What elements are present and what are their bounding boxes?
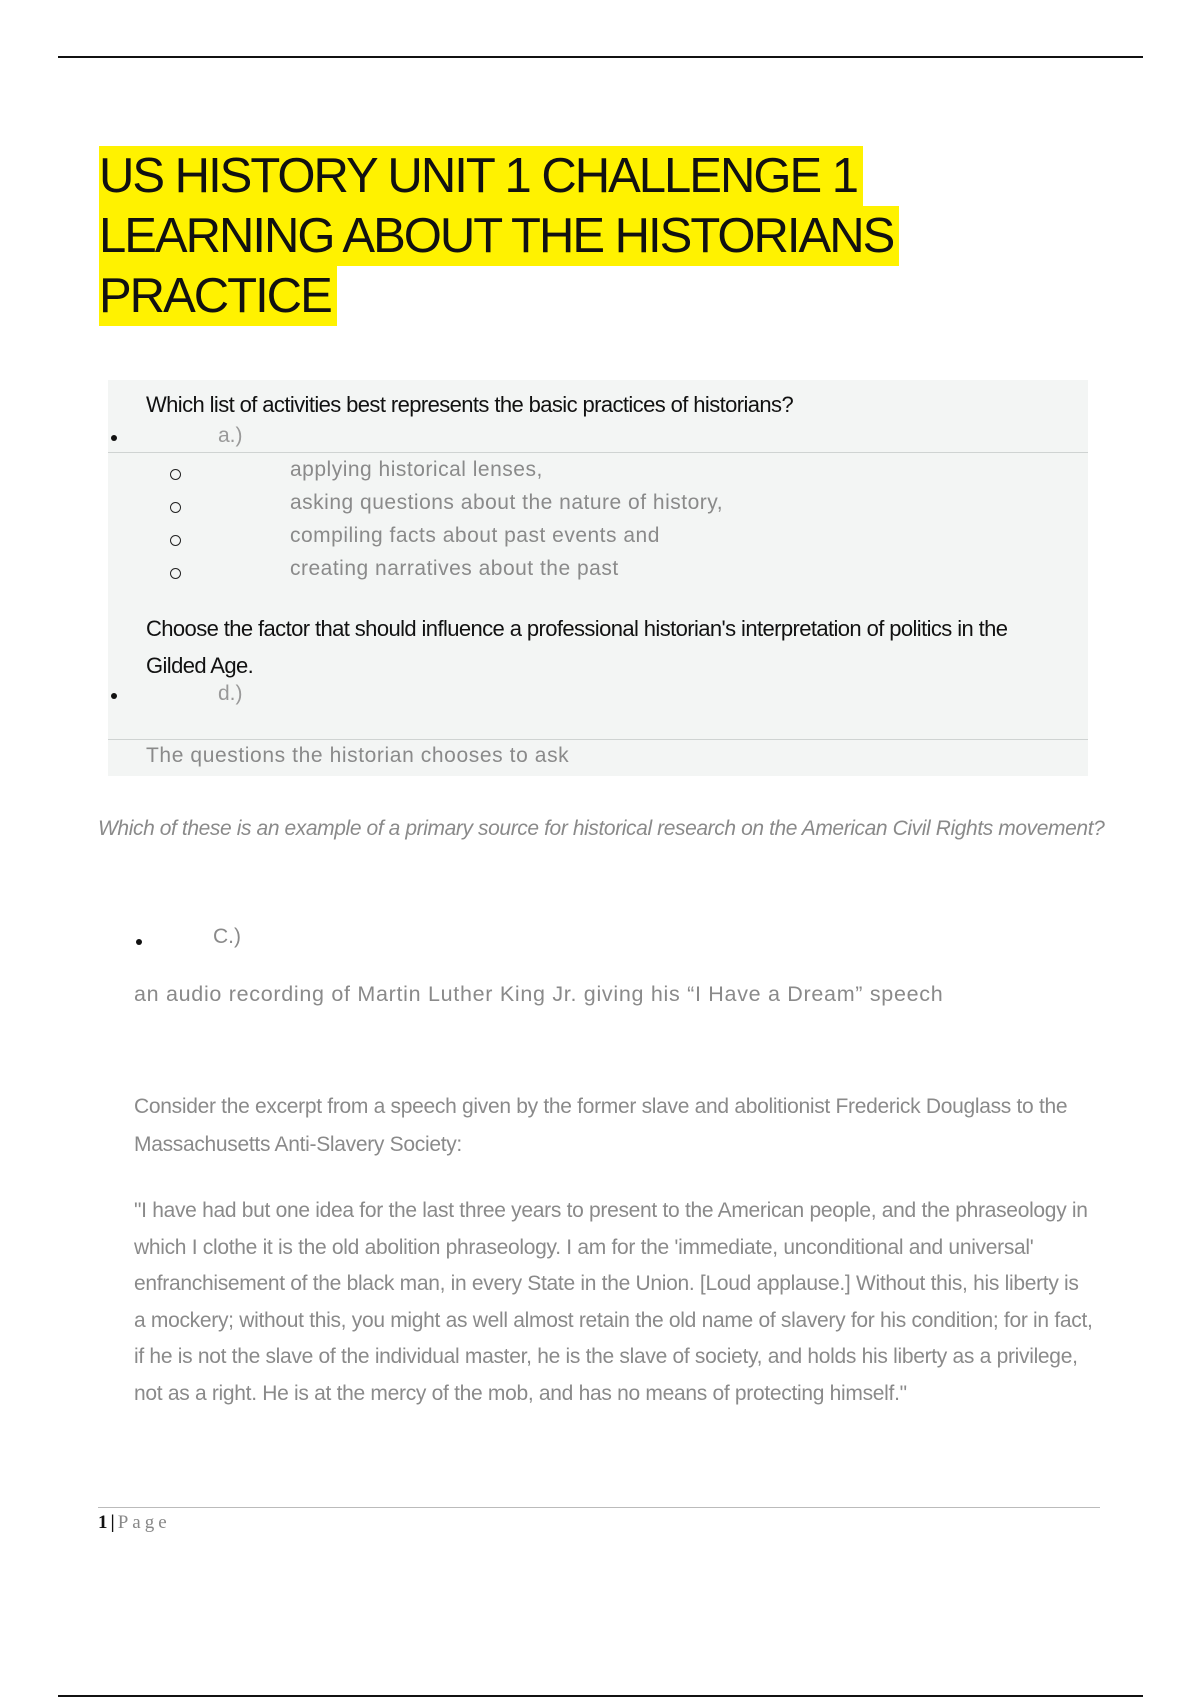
question-3-answer: an audio recording of Martin Luther King Jr. giving his “I Have a Dream” speech xyxy=(134,982,944,1006)
circle-bullet-icon xyxy=(170,502,181,513)
bullet-icon xyxy=(111,435,117,441)
page-title xyxy=(99,146,999,326)
page-label: Page xyxy=(117,1512,171,1533)
question-3-answer-letter: C.) xyxy=(213,925,241,948)
panel-divider xyxy=(108,739,1088,740)
option-4: creating narratives about the past xyxy=(290,557,619,580)
option-3: compiling facts about past events and xyxy=(290,524,660,547)
circle-bullet-icon xyxy=(170,535,181,546)
option-2: asking questions about the nature of history, xyxy=(290,491,724,514)
question-3-text: Which of these is an example of a primary source for historical research on the American Civil Rights movement? xyxy=(98,817,1105,840)
bullet-icon xyxy=(111,693,117,699)
title-line-1: US HISTORY UNIT 1 CHALLENGE 1 xyxy=(99,146,863,206)
bullet-icon xyxy=(136,939,142,945)
circle-bullet-icon xyxy=(170,469,181,480)
question-1-answer-letter: a.) xyxy=(218,424,243,447)
question-1-text: Which list of activities best represents the basic practices of historians? xyxy=(146,392,794,417)
footer-rule xyxy=(98,1507,1100,1508)
questions-panel xyxy=(108,380,1088,776)
footer-separator: | xyxy=(110,1512,115,1533)
question-2-text: Choose the factor that should influence a professional historian's interpretation of politics in the Gilded Age. xyxy=(146,616,1008,678)
page-footer xyxy=(98,1512,171,1534)
panel-divider xyxy=(108,452,1088,453)
question-2-answer: The questions the historian chooses to ask xyxy=(146,744,570,767)
title-line-3: PRACTICE xyxy=(99,266,337,326)
circle-bullet-icon xyxy=(170,568,181,579)
top-rule xyxy=(58,56,1143,58)
title-line-2: LEARNING ABOUT THE HISTORIANS xyxy=(99,206,899,266)
douglass-quote: "I have had but one idea for the last three years to present to the American people, and the phraseology in which I clothe it is the old abolition phraseology. I am for the 'immediate, unconditional and universal' enfranchisement of the black man, in every State in the Union. [Loud applause.] Without this, his liberty is a mockery; without this, you might as well almost retain the old name of slavery for his condition; for in fact, if he is not the slave of the individual master, he is the slave of society, and holds his liberty as a privilege, not as a right. He is at the mercy of the mob, and has no means of protecting himself." xyxy=(134,1199,1093,1405)
question-2-answer-letter: d.) xyxy=(218,682,243,705)
page-number: 1 xyxy=(98,1512,108,1533)
option-1: applying historical lenses, xyxy=(290,458,543,481)
bottom-rule xyxy=(58,1695,1143,1697)
question-4-intro: Consider the excerpt from a speech given by the former slave and abolitionist Frederick Douglass to the Massachusetts Anti-Slavery Society: xyxy=(134,1095,1068,1156)
